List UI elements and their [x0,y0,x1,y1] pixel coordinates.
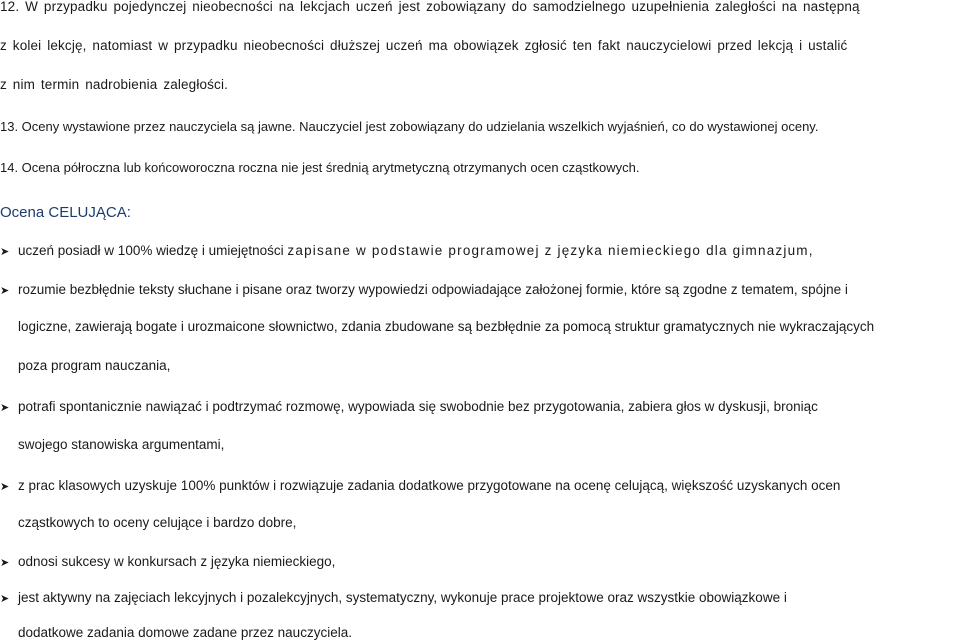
paragraph-12-line-3: z nim termin nadrobienia zaległości. [0,77,229,92]
bullet-2-text-line-1: rozumie bezbłędnie teksty słuchane i pisane oraz tworzy wypowiedzi odpowiadające założonej formie, które są zgodne z tematem, spójne i [18,282,848,297]
bullet-2-text-line-3: poza program nauczania, [18,358,171,373]
paragraph-12-line-1: 12. W przypadku pojedynczej nieobecności na lekcjach uczeń jest zobowiązany do samodzielnego uzupełnienia zaległości na następną [0,0,860,14]
bullet-item-2 [0,281,960,299]
arrow-bullet-icon: ➤ [0,481,10,493]
bullet-item-6 [0,589,960,607]
paragraph-13: 13. Oceny wystawione przez nauczyciela są jawne. Nauczyciel jest zobowiązany do udzielania wszelkich wyjaśnień, co do wystawionej oceny. [0,119,819,134]
bullet-4-text-line-1: z prac klasowych uzyskuje 100% punktów i rozwiązuje zadania dodatkowe przygotowane na ocenę celującą, większość uzyskanych ocen [18,478,841,493]
arrow-bullet-icon: ➤ [0,557,10,569]
bullet-6-text-line-2: dodatkowe zadania domowe zadane przez nauczyciela. [18,625,352,640]
bullet-6-text-line-1: jest aktywny na zajęciach lekcyjnych i pozalekcyjnych, systematyczny, wykonuje prace projektowe oraz wszystkie obowiązkowe i [18,590,787,605]
section-heading-celujaca: Ocena CELUJĄCA: [0,204,131,221]
bullet-item-3 [0,398,960,416]
arrow-bullet-icon: ➤ [0,402,10,414]
bullet-item-4 [0,477,960,495]
arrow-bullet-icon: ➤ [0,285,10,297]
bullet-item-5 [0,553,960,571]
bullet-1-text-a: uczeń posiadł w 100% wiedzę i umiejętności [18,243,288,258]
bullet-2-text-line-2: logiczne, zawierają bogate i urozmaicone słownictwo, zdania zbudowane są bezbłędnie za pomocą struktur gramatycznych nie wykraczających [18,319,875,334]
bullet-5-text: odnosi sukcesy w konkursach z języka niemieckiego, [18,554,336,569]
bullet-3-text-line-1: potrafi spontanicznie nawiązać i podtrzymać rozmowę, wypowiada się swobodnie bez przygotowania, zabiera głos w dyskusji, broniąc [18,399,818,414]
paragraph-14: 14. Ocena półroczna lub końcoworoczna roczna nie jest średnią arytmetyczną otrzymanych ocen cząstkowych. [0,160,640,175]
bullet-1-text-b: zapisane w podstawie programowej z języka niemieckiego dla gimnazjum, [287,243,814,258]
bullet-4-text-line-2: cząstkowych to oceny celujące i bardzo dobre, [18,515,297,530]
bullet-item-1 [0,242,960,260]
arrow-bullet-icon: ➤ [0,593,10,605]
paragraph-12-line-2: z kolei lekcję, natomiast w przypadku nieobecności dłuższej uczeń ma obowiązek zgłosić ten fakt nauczycielowi przed lekcją i ustalić [0,38,848,53]
bullet-3-text-line-2: swojego stanowiska argumentami, [18,437,225,452]
arrow-bullet-icon: ➤ [0,246,10,258]
